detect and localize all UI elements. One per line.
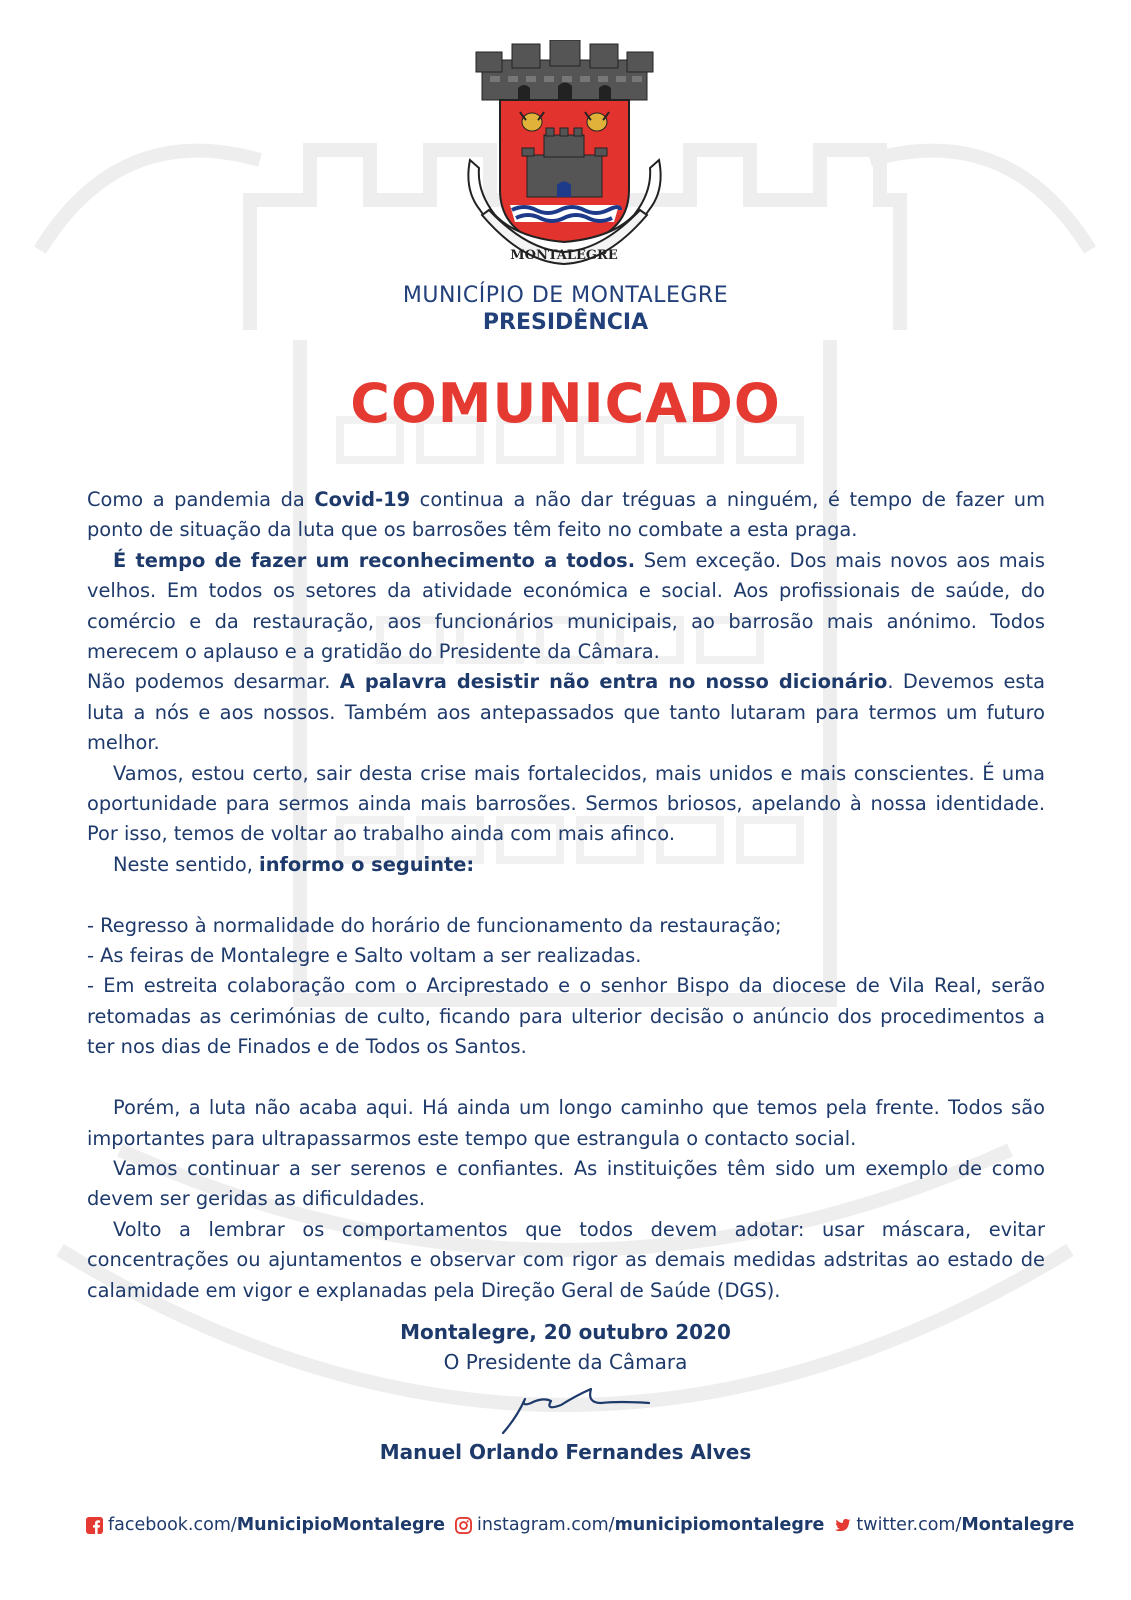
- document-body: [87, 485, 1045, 1306]
- facebook-icon: [86, 1517, 103, 1534]
- document-title: COMUNICADO: [350, 372, 781, 435]
- paragraph-1: Como a pandemia da Covid-19 continua a não dar tréguas a ninguém, é tempo de fazer um ponto de situação da luta que os barrosões têm feito no combate a esta praga.: [87, 488, 1045, 542]
- paragraph-2: É tempo de fazer um reconhecimento a todos. Sem exceção. Dos mais novos aos mais velhos. Em todos os setores da atividade económica e social. Aos profissionais de saúde, do comércio e da restauração, aos funcionários municipais, ao barrosão mais anónimo. Todos merecem o aplauso e a gratidão do Presidente da Câmara.: [87, 548, 1045, 664]
- organization-name: MUNICÍPIO DE MONTALEGRE: [402, 283, 729, 308]
- list-item: - Em estreita colaboração com o Arciprestado e o senhor Bispo da diocese de Vila Real, serão retomadas as cerimónias de culto, ficando para ulterior decisão o anúncio dos procedimentos a ter nos dias de Finados e de Todos os Santos.: [87, 974, 1045, 1059]
- twitter-link[interactable]: twitter.com/Montalegre: [834, 1515, 1074, 1535]
- paragraph-7: Vamos continuar a ser serenos e confiantes. As instituições têm sido um exemplo de como devem ser geridas as dificuldades.: [87, 1156, 1045, 1211]
- signature-block: [0, 1317, 1131, 1467]
- signature-role: O Presidente da Câmara: [443, 1350, 688, 1374]
- social-footer: [86, 1512, 1074, 1538]
- twitter-icon: [834, 1517, 851, 1534]
- instagram-link[interactable]: instagram.com/municipiomontalegre: [455, 1515, 824, 1535]
- paragraph-6: Porém, a luta não acaba aqui. Há ainda um longo caminho que temos pela frente. Todos são importantes para ultrapassarmos este tempo que estrangula o contacto social.: [87, 1096, 1045, 1150]
- organization-department: PRESIDÊNCIA: [482, 310, 649, 335]
- paragraph-5: Neste sentido, informo o seguinte:: [113, 852, 475, 876]
- paragraph-3: Não podemos desarmar. A palavra desistir não entra no nosso dicionário. Devemos esta luta a nós e aos nossos. Também aos antepassados que tanto lutaram para termos um futuro melhor.: [87, 670, 1045, 755]
- list-item: - As feiras de Montalegre e Salto voltam a ser realizadas.: [87, 944, 642, 968]
- signature-name: Manuel Orlando Fernandes Alves: [379, 1440, 752, 1464]
- municipal-crest-logo: [462, 40, 667, 265]
- handwritten-signature: [481, 1381, 651, 1437]
- paragraph-4: Vamos, estou certo, sair desta crise mais fortalecidos, mais unidos e mais conscientes. É uma oportunidade para sermos ainda mais barrosões. Sermos briosos, apelando à nossa identidade. Por isso, temos de voltar ao trabalho ainda com mais afinco.: [87, 761, 1045, 846]
- instagram-icon: [455, 1517, 472, 1534]
- facebook-link[interactable]: facebook.com/MunicipioMontalegre: [86, 1515, 445, 1535]
- signature-place-date: Montalegre, 20 outubro 2020: [400, 1320, 731, 1344]
- paragraph-8: Volto a lembrar os comportamentos que todos devem adotar: usar máscara, evitar concentrações ou ajuntamentos e observar com rigor as demais medidas adstritas ao estado de calamidade em vigor e explanadas pela Direção Geral de Saúde (DGS).: [87, 1217, 1045, 1302]
- crest-motto: MONTALEGRE: [510, 248, 618, 263]
- list-item: - Regresso à normalidade do horário de funcionamento da restauração;: [87, 913, 782, 937]
